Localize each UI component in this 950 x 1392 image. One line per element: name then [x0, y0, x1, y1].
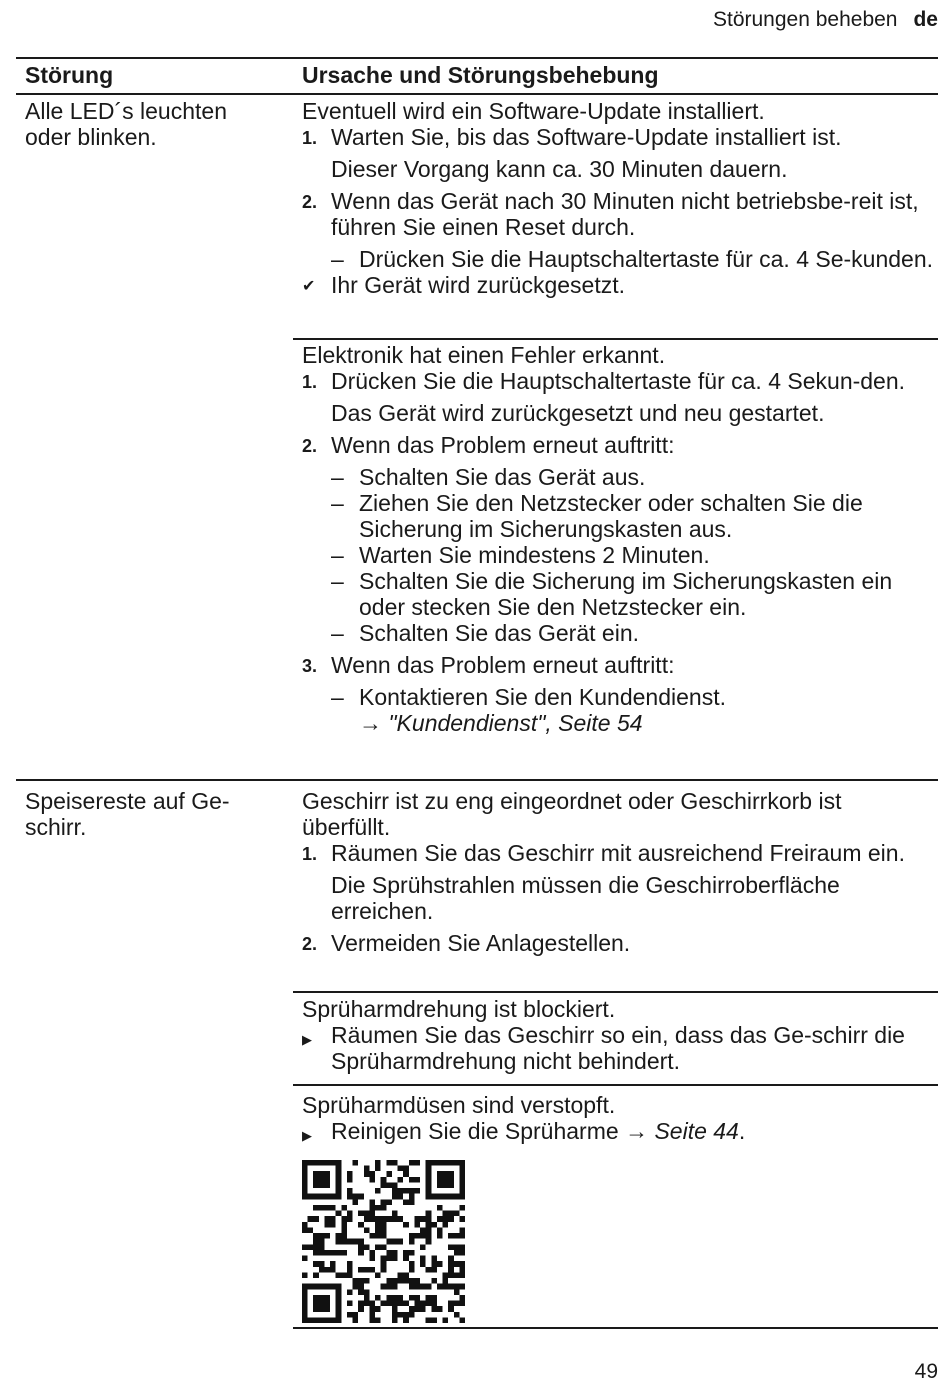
- dash-item: [302, 684, 934, 710]
- step-number: 2.: [302, 436, 318, 456]
- step-note: Die Sprühstrahlen müssen die Geschirroberfläche erreichen.: [331, 872, 840, 924]
- step-text: Warten Sie, bis das Software-Update installiert ist.: [331, 124, 842, 150]
- dash-mark: –: [331, 246, 344, 272]
- triangle-bullet-icon: ▶: [302, 1032, 312, 1047]
- step: [302, 188, 934, 240]
- step-text: Wenn das Problem erneut auftritt:: [331, 652, 675, 678]
- table-top-rule: [16, 57, 938, 59]
- dash-item: [302, 464, 934, 490]
- dash-item: [302, 246, 934, 272]
- dash-mark: –: [331, 464, 344, 490]
- row-rule: [16, 779, 938, 781]
- dash-text: Kontaktieren Sie den Kundendienst.: [359, 684, 726, 710]
- step-text: Drücken Sie die Hauptschaltertaste für ca. 4 Sekun-den.: [331, 368, 906, 394]
- step: [302, 432, 934, 458]
- dash-item: [302, 490, 934, 542]
- step: [302, 930, 934, 956]
- arrow-right-icon: →: [359, 710, 382, 736]
- step-note: Dieser Vorgang kann ca. 30 Minuten dauern.: [331, 156, 788, 182]
- step-note: Das Gerät wird zurückgesetzt und neu gestartet.: [331, 400, 825, 426]
- header-rule: [16, 93, 938, 95]
- action-text: Räumen Sie das Geschirr so ein, dass das Ge-schirr die Sprüharmdrehung nicht behindert.: [331, 1022, 905, 1074]
- result-text: Ihr Gerät wird zurückgesetzt.: [331, 272, 625, 298]
- step-text: Vermeiden Sie Anlagestellen.: [331, 930, 631, 956]
- step-number: 2.: [302, 192, 318, 212]
- cross-reference[interactable]: [302, 710, 934, 736]
- table-bottom-rule: [293, 1327, 938, 1329]
- problem-cell: Speisereste auf Ge-schirr.: [25, 788, 230, 840]
- step: [302, 124, 934, 150]
- step-number: 1.: [302, 128, 318, 148]
- cause-text: Elektronik hat einen Fehler erkannt.: [302, 342, 666, 368]
- sentence-end: .: [738, 1118, 746, 1144]
- dash-text: Schalten Sie das Gerät aus.: [359, 464, 646, 490]
- problem-cell: Alle LED´s leuchten oder blinken.: [25, 98, 227, 150]
- dash-item: [302, 542, 934, 568]
- block-rule: [293, 991, 938, 993]
- cause-text: Sprüharmdüsen sind verstopft.: [302, 1092, 616, 1118]
- cause-block: [302, 788, 934, 956]
- dash-mark: –: [331, 568, 344, 594]
- cause-block: [302, 342, 934, 736]
- result: [302, 272, 934, 298]
- cause-block: [302, 98, 934, 298]
- step-text: Räumen Sie das Geschirr mit ausreichend Freiraum ein.: [331, 840, 905, 866]
- cause-text: Geschirr ist zu eng eingeordnet oder Geschirrkorb ist überfüllt.: [302, 788, 842, 840]
- cause-block: [302, 1092, 934, 1144]
- step: [302, 840, 934, 866]
- action: [302, 1022, 934, 1074]
- step: [302, 368, 934, 394]
- dash-mark: –: [331, 620, 344, 646]
- dash-text: Schalten Sie die Sicherung im Sicherungskasten ein oder stecken Sie den Netzstecker ein.: [359, 568, 893, 620]
- dash-mark: –: [331, 684, 344, 710]
- cause-block: [302, 996, 934, 1074]
- dash-text: Ziehen Sie den Netzstecker oder schalten Sie die Sicherung im Sicherungskasten aus.: [359, 490, 863, 542]
- dash-mark: –: [331, 542, 344, 568]
- action-text: Reinigen Sie die Sprüharme: [331, 1118, 619, 1144]
- arrow-right-icon: →: [625, 1118, 649, 1144]
- step-number: 2.: [302, 934, 318, 954]
- language-code: de: [913, 8, 938, 31]
- cross-reference-text: "Kundendienst", Seite 54: [388, 710, 643, 736]
- column-header-cause-remedy: Ursache und Störungsbehebung: [302, 62, 659, 88]
- dash-item: [302, 620, 934, 646]
- step-text: Wenn das Gerät nach 30 Minuten nicht betriebsbe-reit ist, führen Sie einen Reset durch.: [331, 188, 919, 240]
- step-number: 3.: [302, 656, 318, 676]
- page-reference[interactable]: Seite 44: [654, 1118, 739, 1144]
- dash-text: Drücken Sie die Hauptschaltertaste für ca. 4 Se-kunden.: [359, 246, 934, 272]
- block-rule: [293, 338, 938, 340]
- section-title: Störungen beheben: [712, 8, 898, 31]
- step-text: Wenn das Problem erneut auftritt:: [331, 432, 675, 458]
- column-header-problem: Störung: [25, 62, 114, 88]
- dash-text: Schalten Sie das Gerät ein.: [359, 620, 639, 646]
- action: [302, 1118, 934, 1144]
- cause-text: Sprüharmdrehung ist blockiert.: [302, 996, 616, 1022]
- dash-text: Warten Sie mindestens 2 Minuten.: [359, 542, 710, 568]
- step: [302, 652, 934, 678]
- dash-item: [302, 568, 934, 620]
- check-icon: ✔: [302, 278, 316, 295]
- step-number: 1.: [302, 844, 318, 864]
- cause-text: Eventuell wird ein Software-Update installiert.: [302, 98, 765, 124]
- running-header: [713, 8, 938, 32]
- triangle-bullet-icon: ▶: [302, 1128, 312, 1143]
- qr-code[interactable]: [302, 1160, 465, 1323]
- block-rule: [293, 1084, 938, 1086]
- step-number: 1.: [302, 372, 318, 392]
- dash-mark: –: [331, 490, 344, 516]
- page-number: 49: [914, 1360, 938, 1383]
